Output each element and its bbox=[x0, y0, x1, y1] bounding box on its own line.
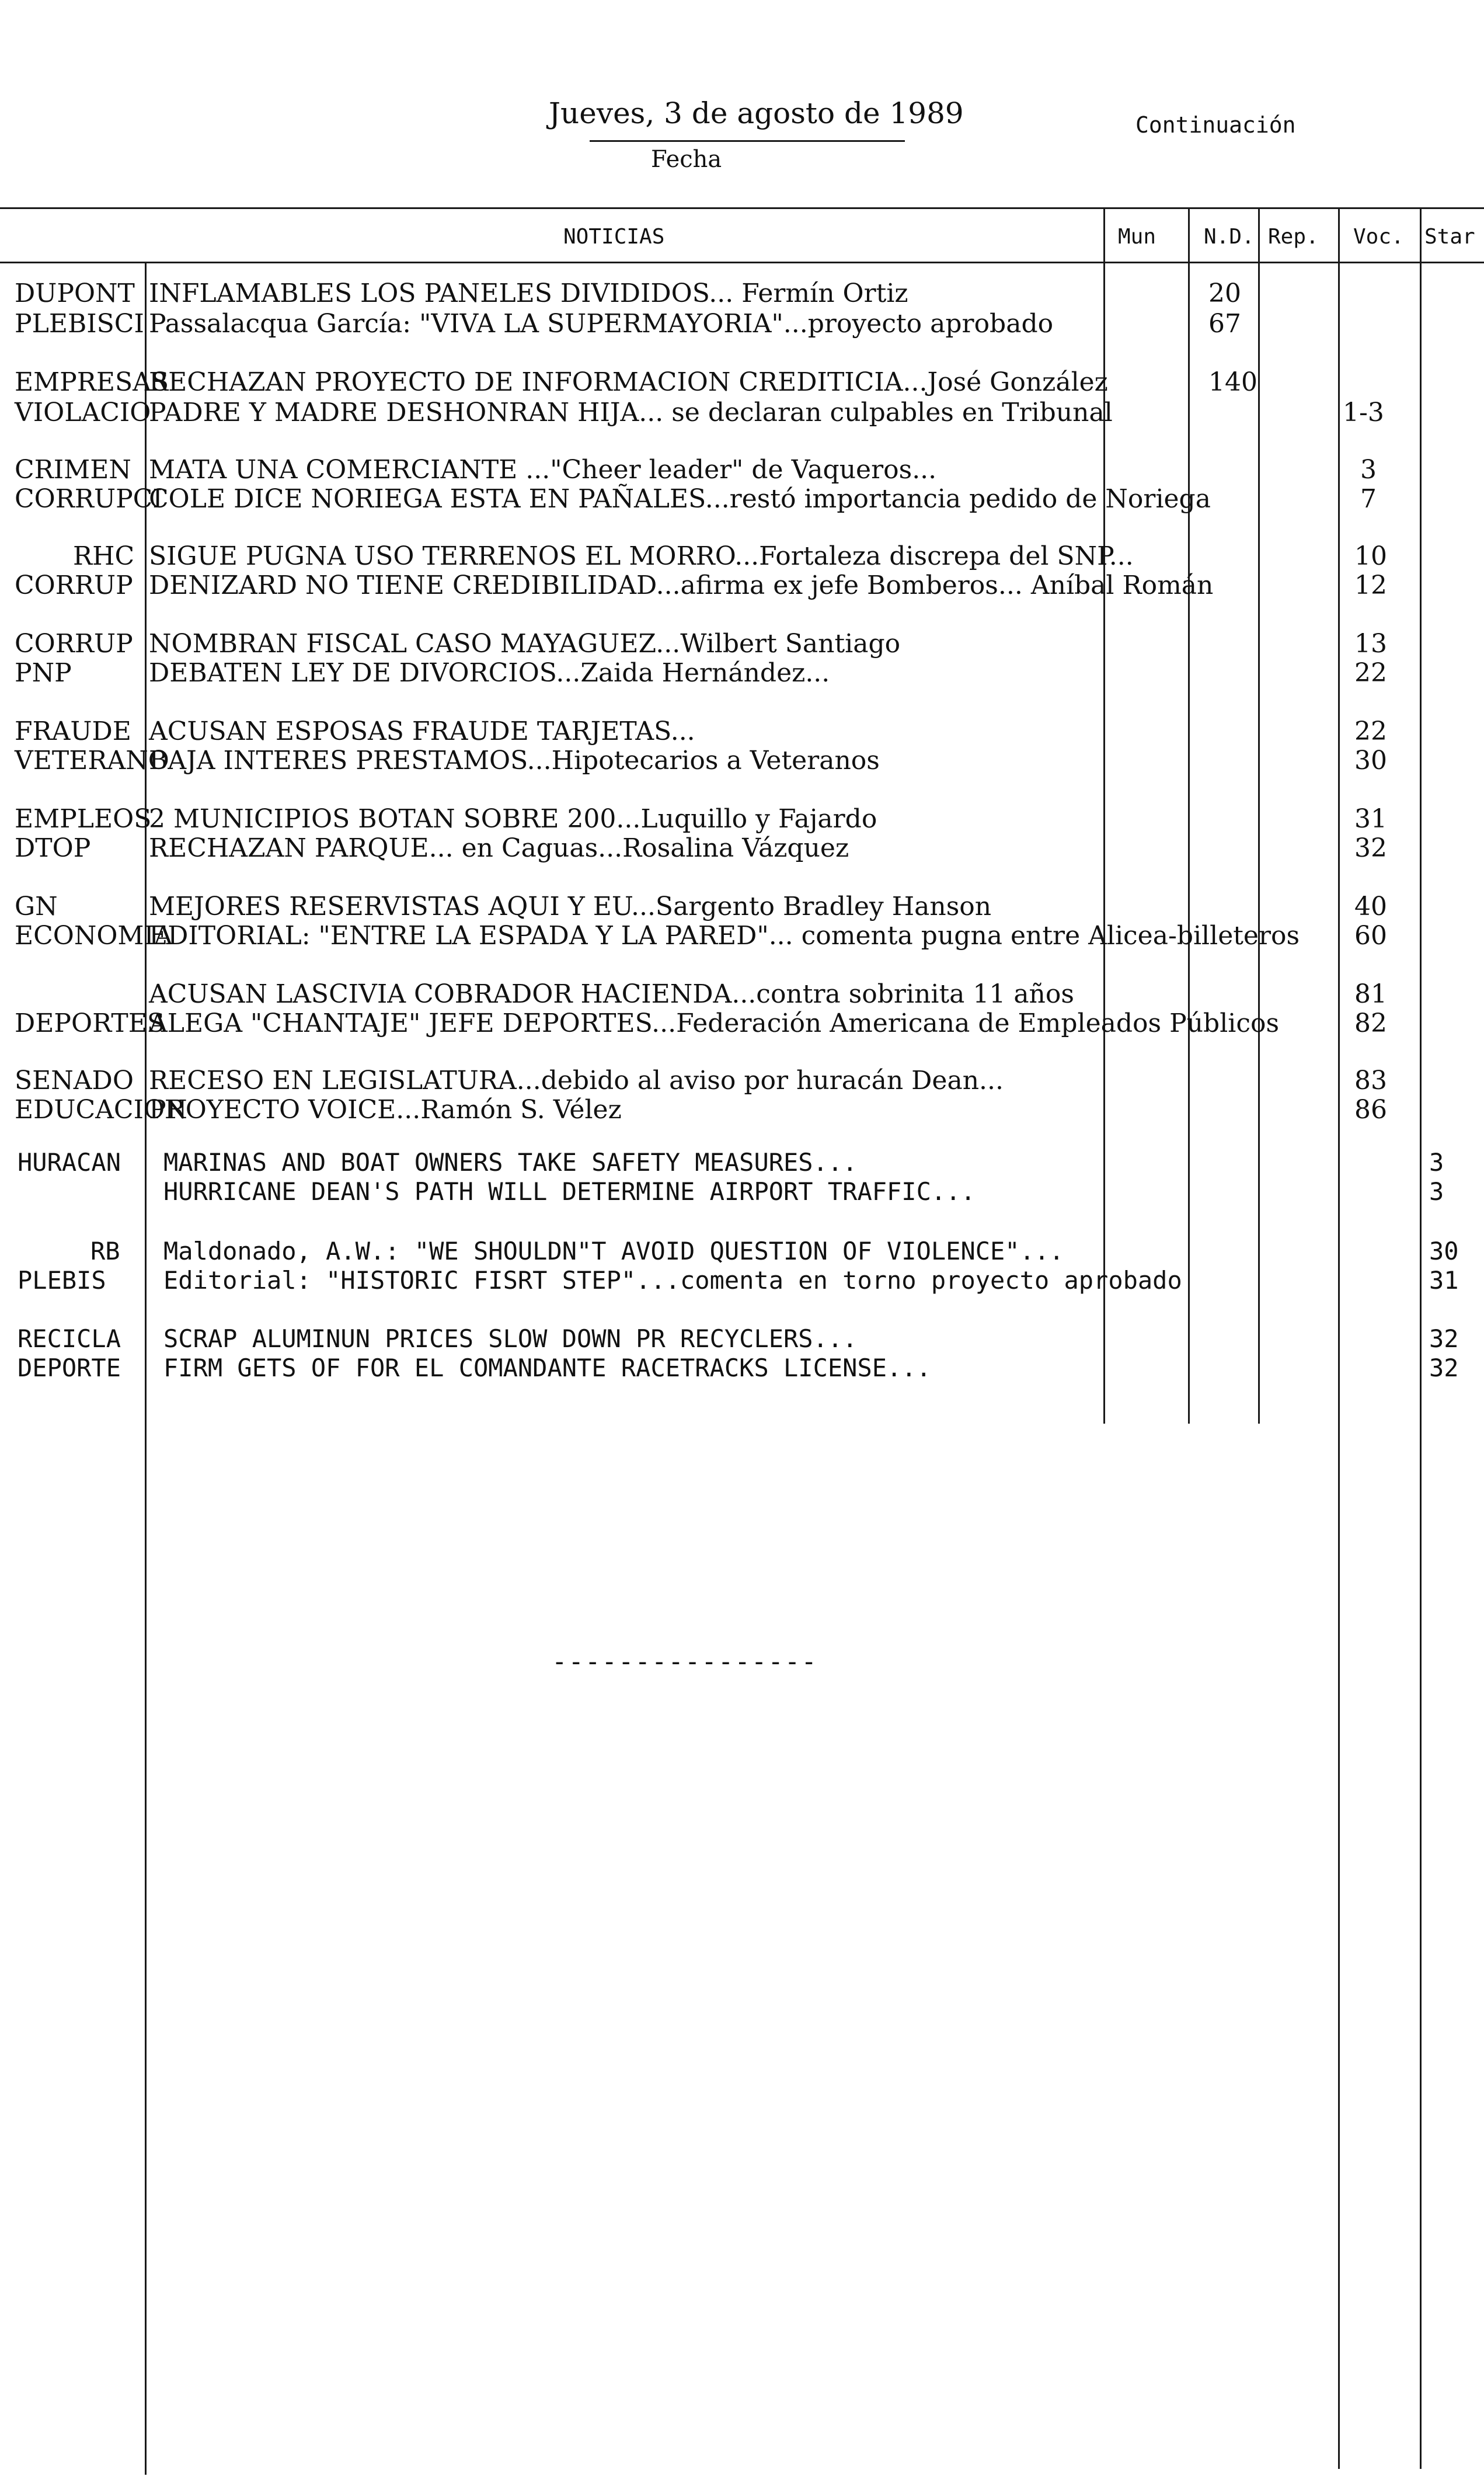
row-headline: PADRE Y MADRE DESHONRAN HIJA... se declaran culpables en Tribunal bbox=[149, 398, 1113, 427]
row-headline: MEJORES RESERVISTAS AQUI Y EU...Sargento Bradley Hanson bbox=[149, 892, 992, 921]
report-date: Jueves, 3 de agosto de 1989 bbox=[549, 96, 964, 130]
row-voc-page: 40 bbox=[1354, 892, 1387, 921]
row-category: RHC bbox=[73, 541, 135, 571]
row-category: DEPORTE bbox=[18, 1354, 121, 1382]
column-header-star: Star bbox=[1424, 225, 1475, 249]
row-category: PLEBIS bbox=[18, 1266, 106, 1295]
table-row bbox=[0, 980, 1484, 1009]
row-headline: RECHAZAN PARQUE... en Caguas...Rosalina Vázquez bbox=[149, 833, 849, 863]
table-row bbox=[0, 1066, 1484, 1095]
table-row bbox=[0, 542, 1484, 571]
row-headline: FIRM GETS OF FOR EL COMANDANTE RACETRACKS LICENSE... bbox=[163, 1354, 931, 1382]
row-headline: DEBATEN LEY DE DIVORCIOS...Zaida Hernández... bbox=[149, 658, 830, 688]
row-voc-page: 22 bbox=[1354, 658, 1387, 688]
table-row bbox=[0, 279, 1484, 308]
row-category: ECONOMIA bbox=[15, 921, 173, 951]
row-headline: NOMBRAN FISCAL CASO MAYAGUEZ...Wilbert Santiago bbox=[149, 629, 901, 659]
row-star-page: 3 bbox=[1429, 1177, 1444, 1206]
row-star-page: 30 bbox=[1429, 1237, 1459, 1265]
table-row bbox=[0, 368, 1484, 397]
row-category: EMPRESAS bbox=[15, 367, 169, 397]
row-headline: COLE DICE NORIEGA ESTA EN PAÑALES...restó importancia pedido de Noriega bbox=[149, 484, 1211, 514]
row-voc-page: 12 bbox=[1354, 571, 1387, 600]
row-star-page: 32 bbox=[1429, 1354, 1459, 1382]
column-header-nd: N.D. bbox=[1204, 225, 1255, 249]
row-headline: EDITORIAL: "ENTRE LA ESPADA Y LA PARED"... comenta pugna entre Alicea-billeteros bbox=[149, 921, 1300, 951]
table-row bbox=[0, 805, 1484, 834]
row-headline: ACUSAN LASCIVIA COBRADOR HACIENDA...contra sobrinita 11 años bbox=[149, 979, 1074, 1009]
row-headline: RECHAZAN PROYECTO DE INFORMACION CREDITICIA...José González bbox=[149, 367, 1108, 397]
row-headline: SIGUE PUGNA USO TERRENOS EL MORRO...Fortaleza discrepa del SNP... bbox=[149, 541, 1134, 571]
row-headline: SCRAP ALUMINUN PRICES SLOW DOWN PR RECYCLERS... bbox=[163, 1324, 858, 1353]
row-voc-page: 31 bbox=[1354, 804, 1387, 834]
column-header-voc: Voc. bbox=[1353, 225, 1404, 249]
row-voc-page: 30 bbox=[1354, 746, 1387, 775]
top-border bbox=[0, 207, 1484, 209]
table-row bbox=[0, 455, 1484, 485]
table-row bbox=[0, 892, 1484, 921]
row-voc-page: 81 bbox=[1354, 979, 1387, 1009]
row-category: EDUCACION bbox=[15, 1095, 187, 1125]
row-headline: PROYECTO VOICE...Ramón S. Vélez bbox=[149, 1095, 622, 1125]
row-category: FRAUDE bbox=[15, 716, 131, 746]
row-voc-page: 82 bbox=[1354, 1008, 1387, 1038]
row-category: DUPONT bbox=[15, 279, 135, 308]
row-category: CORRUP bbox=[15, 629, 133, 659]
row-headline: INFLAMABLES LOS PANELES DIVIDIDOS... Fermín Ortiz bbox=[149, 279, 908, 308]
row-category: RB bbox=[90, 1237, 120, 1265]
row-category: VETERANO bbox=[15, 746, 169, 775]
row-headline: BAJA INTERES PRESTAMOS...Hipotecarios a Veteranos bbox=[149, 746, 880, 775]
row-nd-page: 140 bbox=[1208, 367, 1257, 397]
row-headline: MATA UNA COMERCIANTE ..."Cheer leader" de Vaqueros... bbox=[149, 455, 937, 485]
row-voc-page: 32 bbox=[1354, 833, 1387, 863]
row-voc-page: 86 bbox=[1354, 1095, 1387, 1125]
row-voc-page: 83 bbox=[1354, 1066, 1387, 1095]
row-star-page: 32 bbox=[1429, 1324, 1459, 1353]
table-row bbox=[0, 921, 1484, 951]
table-row bbox=[0, 571, 1484, 600]
row-voc-page: 22 bbox=[1354, 716, 1387, 746]
row-category: DTOP bbox=[15, 833, 91, 863]
row-category: CORRUPCI bbox=[15, 484, 163, 514]
row-category: DEPORTES bbox=[15, 1008, 165, 1038]
row-headline: ACUSAN ESPOSAS FRAUDE TARJETAS... bbox=[149, 716, 695, 746]
table-row bbox=[0, 1148, 1484, 1177]
table-row bbox=[0, 1095, 1484, 1125]
date-underline bbox=[590, 140, 905, 142]
date-label: Fecha bbox=[651, 146, 722, 173]
row-voc-page: 13 bbox=[1354, 629, 1387, 659]
row-voc-page: 60 bbox=[1354, 921, 1387, 951]
table-row bbox=[0, 1354, 1484, 1383]
table-row bbox=[0, 1237, 1484, 1266]
row-headline: Passalacqua García: "VIVA LA SUPERMAYORIA"...proyecto aprobado bbox=[149, 309, 1054, 339]
table-row bbox=[0, 398, 1484, 427]
row-headline: 2 MUNICIPIOS BOTAN SOBRE 200...Luquillo y Fajardo bbox=[149, 804, 877, 834]
row-category: CORRUP bbox=[15, 571, 133, 600]
row-star-page: 3 bbox=[1429, 1148, 1444, 1177]
table-row bbox=[0, 1324, 1484, 1354]
row-category: SENADO bbox=[15, 1066, 134, 1095]
table-row bbox=[0, 1266, 1484, 1295]
row-category: CRIMEN bbox=[15, 455, 131, 485]
table-row bbox=[0, 834, 1484, 863]
row-category: PNP bbox=[15, 658, 72, 688]
column-header-noticias: NOTICIAS bbox=[563, 225, 665, 249]
row-category: HURACAN bbox=[18, 1148, 121, 1177]
table-row bbox=[0, 485, 1484, 514]
table-row bbox=[0, 659, 1484, 688]
row-headline: HURRICANE DEAN'S PATH WILL DETERMINE AIRPORT TRAFFIC... bbox=[163, 1177, 976, 1206]
row-headline: DENIZARD NO TIENE CREDIBILIDAD...afirma ex jefe Bomberos... Aníbal Román bbox=[149, 571, 1214, 600]
row-headline: Editorial: "HISTORIC FISRT STEP"...comenta en torno proyecto aprobado bbox=[163, 1266, 1182, 1295]
end-of-list-dashes: ---------------- bbox=[552, 1647, 818, 1676]
column-header-mun: Mun bbox=[1118, 225, 1156, 249]
row-category: GN bbox=[15, 892, 58, 921]
row-star-page: 31 bbox=[1429, 1266, 1459, 1295]
row-voc-page: 7 bbox=[1360, 484, 1377, 514]
row-headline: RECESO EN LEGISLATURA...debido al aviso por huracán Dean... bbox=[149, 1066, 1004, 1095]
row-voc-page: 3 bbox=[1360, 455, 1377, 485]
row-category: PLEBISCI bbox=[15, 309, 144, 339]
row-headline: Maldonado, A.W.: "WE SHOULDN"T AVOID QUESTION OF VIOLENCE"... bbox=[163, 1237, 1064, 1265]
table-row bbox=[0, 746, 1484, 775]
table-row bbox=[0, 1177, 1484, 1206]
column-header-rep: Rep. bbox=[1268, 225, 1319, 249]
table-row bbox=[0, 717, 1484, 746]
table-row bbox=[0, 309, 1484, 339]
header-bottom-border bbox=[0, 262, 1484, 263]
row-headline: MARINAS AND BOAT OWNERS TAKE SAFETY MEASURES... bbox=[163, 1148, 858, 1177]
row-category: RECICLA bbox=[18, 1324, 121, 1353]
row-category: EMPLEOS bbox=[15, 804, 152, 834]
row-headline: ALEGA "CHANTAJE" JEFE DEPORTES...Federación Americana de Empleados Públicos bbox=[149, 1008, 1280, 1038]
row-voc-page: 1-3 bbox=[1343, 398, 1384, 427]
row-voc-page: 10 bbox=[1354, 541, 1387, 571]
table-row bbox=[0, 629, 1484, 659]
row-nd-page: 20 bbox=[1208, 279, 1241, 308]
continuation-label: Continuación bbox=[1135, 112, 1296, 138]
row-category: VIOLACIO bbox=[15, 398, 151, 427]
table-row bbox=[0, 1009, 1484, 1038]
row-nd-page: 67 bbox=[1208, 309, 1241, 339]
